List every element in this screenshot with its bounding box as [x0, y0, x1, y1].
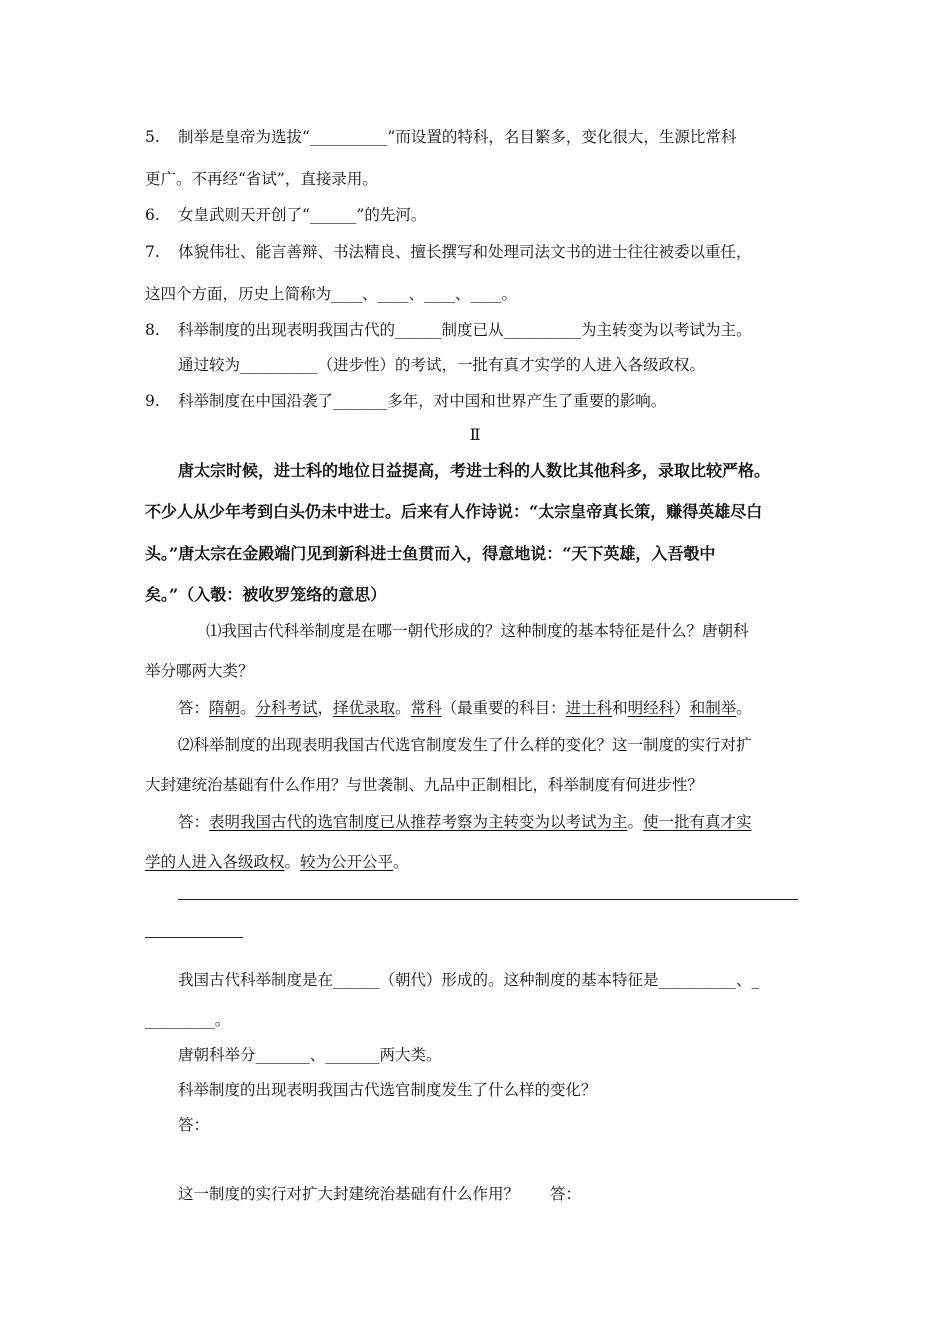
answer-sep: ， [317, 699, 334, 717]
item-number: 6. [145, 206, 160, 224]
exercise-line-1: 我国古代科举制度是在______（朝代）形成的。这种制度的基本特征是__________、_ [178, 971, 760, 989]
answer-underlined: 表明我国古代的选官制度已从推荐考察为主转变为以考试为主 [209, 813, 628, 831]
item-text: 制举是皇帝为选拔“__________”而设置的特科，名目繁多，变化很大，生源比常科 [178, 128, 737, 146]
answer-underlined: 常科 [410, 699, 442, 717]
passage-line-4: 矣。”（入彀：被收罗笼络的意思） [145, 585, 387, 604]
exercise-line-5: 答： [178, 1116, 210, 1134]
answer-sep: 。 [627, 813, 644, 831]
passage-line-3: 头。”唐太宗在金殿端门见到新科进士鱼贯而入，得意地说：“天下英雄，入吾彀中 [145, 544, 716, 563]
question-2-line-2: 大封建统治基础有什么作用？与世袭制、九品中正制相比，科举制度有何进步性？ [145, 776, 704, 794]
separator-rule-continuation [145, 937, 243, 938]
item-8-line-2: 通过较为__________（进步性）的考试，一批有真才实学的人进入各级政权。 [178, 356, 706, 374]
passage-line-2: 不少人从少年考到白头仍未中进士。后来有人作诗说：“太宗皇帝真长策，赚得英雄尽白 [145, 502, 763, 521]
answer-sep: 。 [240, 699, 256, 717]
item-6 [145, 208, 426, 224]
answer-underlined: 较为公开公平 [300, 853, 394, 871]
exercise-line-6: 这一制度的实行对扩大封建统治基础有什么作用？ 答： [178, 1185, 582, 1203]
section-heading: Ⅱ [469, 425, 481, 444]
answer-underlined: 使一批有真才实 [643, 813, 752, 831]
item-number: 9. [145, 392, 160, 410]
answer-sep: 。 [736, 699, 752, 717]
item-number: 8. [145, 321, 160, 339]
question-1-line-2: 举分哪两大类？ [145, 662, 254, 680]
item-text: 科举制度的出现表明我国古代的______制度已从__________为主转变为以考试为主。 [178, 321, 752, 339]
item-9 [145, 394, 666, 410]
answer-sep: （最重要的科目： [441, 699, 566, 717]
answer-sep: 。 [395, 699, 411, 717]
answer-1 [178, 701, 752, 717]
separator-rule [178, 899, 798, 900]
answer-prefix: 答： [178, 699, 210, 717]
answer-underlined: 分科考试 [255, 699, 318, 717]
answer-sep: 。 [284, 853, 301, 871]
item-number: 5. [145, 128, 160, 146]
passage-line-1: 唐太宗时候，进士科的地位日益提高，考进士科的人数比其他科多，录取比较严格。 [178, 461, 771, 480]
exercise-line-3: 唐朝科举分_______、_______两大类。 [178, 1046, 442, 1064]
answer-underlined: 隋朝 [209, 699, 241, 717]
answer-2-line-2 [145, 855, 409, 871]
answer-underlined: 明经科 [627, 699, 675, 717]
question-2-line-1: ⑵科举制度的出现表明我国古代选官制度发生了什么样的变化？这一制度的实行对扩 [178, 736, 752, 754]
exercise-line-2: _________。 [145, 1011, 231, 1029]
item-7-line-1 [145, 245, 752, 261]
item-text: 女皇武则天开创了“______”的先河。 [178, 206, 427, 224]
answer-sep: 和 [612, 699, 628, 717]
answer-2-line-1 [178, 815, 752, 831]
item-5-line-2: 更广。不再经“省试”，直接录用。 [145, 170, 378, 188]
item-number: 7. [145, 243, 160, 261]
question-1-line-1: ⑴我国古代科举制度是在哪一朝代形成的？这种制度的基本特征是什么？唐朝科 [206, 622, 749, 640]
item-7-line-2: 这四个方面，历史上简称为____、____、____、____。 [145, 285, 518, 303]
exercise-line-4: 科举制度的出现表明我国古代选官制度发生了什么样的变化？ [178, 1081, 597, 1099]
answer-underlined: 学的人进入各级政权 [145, 853, 285, 871]
item-text: 科举制度在中国沿袭了_______多年，对中国和世界产生了重要的影响。 [178, 392, 667, 410]
item-text: 体貌伟壮、能言善辩、书法精良、擅长撰写和处理司法文书的进士往往被委以重任， [178, 243, 752, 261]
item-5-line-1 [145, 130, 736, 146]
answer-underlined: 择优录取 [333, 699, 396, 717]
answer-underlined: 和制举 [689, 699, 737, 717]
item-8-line-1 [145, 323, 752, 339]
answer-sep: 。 [393, 853, 409, 871]
answer-prefix: 答： [178, 813, 210, 831]
answer-sep: ） [674, 699, 690, 717]
answer-underlined: 进士科 [565, 699, 613, 717]
